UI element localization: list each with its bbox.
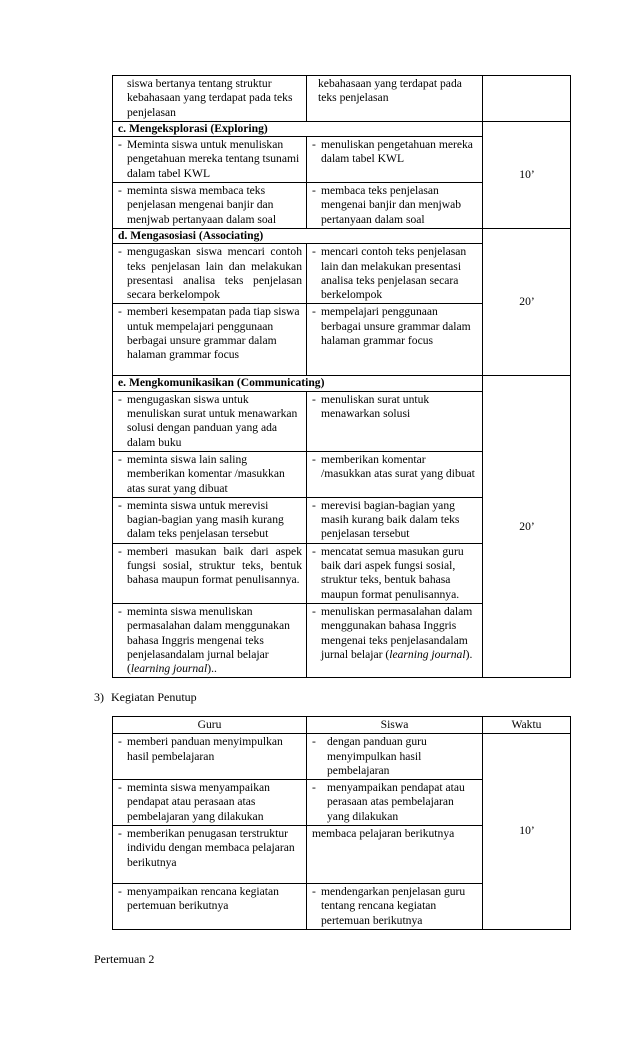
- section-title: Kegiatan Penutup: [111, 690, 197, 704]
- time-cell: 20’: [483, 376, 571, 678]
- column-header-waktu: Waktu: [483, 717, 571, 734]
- activities-table: [112, 75, 571, 678]
- siswa-cell: - mempelajari penggunaan berbagai unsure grammar dalam halaman grammar focus: [307, 304, 483, 376]
- siswa-cell: - menuliskan surat untuk menawarkan solusi: [307, 391, 483, 451]
- meeting-label: Pertemuan 2: [94, 952, 155, 966]
- guru-cell: - Meminta siswa untuk menuliskan pengetahuan mereka tentang tsunami dalam tabel KWL: [113, 137, 307, 183]
- phase-heading-associating: d. Mengasosiasi (Associating): [113, 228, 483, 243]
- waktu-cell: [483, 76, 571, 122]
- phase-heading-communicating: e. Mengkomunikasikan (Communicating): [113, 376, 483, 391]
- time-cell: 20’: [483, 228, 571, 375]
- siswa-cell: - menuliskan pengetahuan mereka dalam tabel KWL: [307, 137, 483, 183]
- siswa-cell: - dengan panduan guru menyimpulkan hasil pembelajaran: [307, 734, 483, 780]
- closing-activities-table: [112, 716, 571, 930]
- section-number: 3): [94, 690, 104, 704]
- siswa-cell: kebahasaan yang terdapat pada teks penjelasan: [307, 76, 483, 122]
- siswa-cell: - memberikan komentar /masukkan atas surat yang dibuat: [307, 451, 483, 497]
- siswa-cell: - menyampaikan pendapat atau perasaan atas pembelajaran yang dilakukan: [307, 780, 483, 826]
- section-heading: [94, 690, 197, 704]
- siswa-cell: membaca pelajaran berikutnya: [307, 826, 483, 884]
- guru-cell: - meminta siswa lain saling memberikan komentar /masukkan atas surat yang dibuat: [113, 451, 307, 497]
- siswa-cell: - mencari contoh teks penjelasan lain dan melakukan presentasi analisa teks penjelasan secara berkelompok: [307, 244, 483, 304]
- guru-cell: - mengugaskan siswa mencari contoh teks penjelasan lain dan melakukan presentasi analisa teks penjelasan secara berkelompok: [113, 244, 307, 304]
- phase-heading-exploring: c. Mengeksplorasi (Exploring): [113, 121, 483, 136]
- guru-cell: - memberi kesempatan pada tiap siswa untuk mempelajari penggunaan berbagai unsure grammar dalam halaman grammar focus: [113, 304, 307, 376]
- guru-cell: - meminta siswa membaca teks penjelasan mengenai banjir dan menjwab pertanyaan dalam soal: [113, 183, 307, 229]
- guru-cell: - meminta siswa menyampaikan pendapat atau perasaan atas pembelajaran yang dilakukan: [113, 780, 307, 826]
- column-header-siswa: Siswa: [307, 717, 483, 734]
- time-cell: 10’: [483, 121, 571, 228]
- siswa-cell: - membaca teks penjelasan mengenai banjir dan menjwab pertanyaan dalam soal: [307, 183, 483, 229]
- phase-heading-row: [113, 121, 571, 136]
- guru-cell: - meminta siswa untuk merevisi bagian-bagian yang masih kurang dalam teks penjelasan tersebut: [113, 497, 307, 543]
- guru-cell: - memberi masukan baik dari aspek fungsi sosial, struktur teks, bentuk bahasa maupun format penulisannya.: [113, 543, 307, 603]
- guru-cell: siswa bertanya tentang struktur kebahasaan yang terdapat pada teks penjelasan: [113, 76, 307, 122]
- guru-cell: - mengugaskan siswa untuk menuliskan surat untuk menawarkan solusi dengan panduan yang ada dalam buku: [113, 391, 307, 451]
- guru-cell: - meminta siswa menuliskan permasalahan dalam menggunakan bahasa Inggris mengenai teks penjelasandalam jurnal belajar (learning journal)..: [113, 603, 307, 677]
- guru-cell: - menyampaikan rencana kegiatan pertemuan berikutnya: [113, 884, 307, 930]
- phase-heading-row: [113, 376, 571, 391]
- table-header-row: [113, 717, 571, 734]
- phase-heading-row: [113, 228, 571, 243]
- column-header-guru: Guru: [113, 717, 307, 734]
- table-row: [113, 734, 571, 780]
- guru-cell: - memberikan penugasan terstruktur individu dengan membaca pelajaran berikutnya: [113, 826, 307, 884]
- siswa-cell: - menuliskan permasalahan dalam menggunakan bahasa Inggris mengenai teks penjelasandalam jurnal belajar (learning journal).: [307, 603, 483, 677]
- siswa-cell: - merevisi bagian-bagian yang masih kurang baik dalam teks penjelasan tersebut: [307, 497, 483, 543]
- siswa-cell: - mencatat semua masukan guru baik dari aspek fungsi sosial, struktur teks, bentuk bahasa maupun format penulisannya.: [307, 543, 483, 603]
- time-cell: 10’: [483, 734, 571, 930]
- guru-cell: - memberi panduan menyimpulkan hasil pembelajaran: [113, 734, 307, 780]
- table-row: [113, 76, 571, 122]
- siswa-cell: - mendengarkan penjelasan guru tentang rencana kegiatan pertemuan berikutnya: [307, 884, 483, 930]
